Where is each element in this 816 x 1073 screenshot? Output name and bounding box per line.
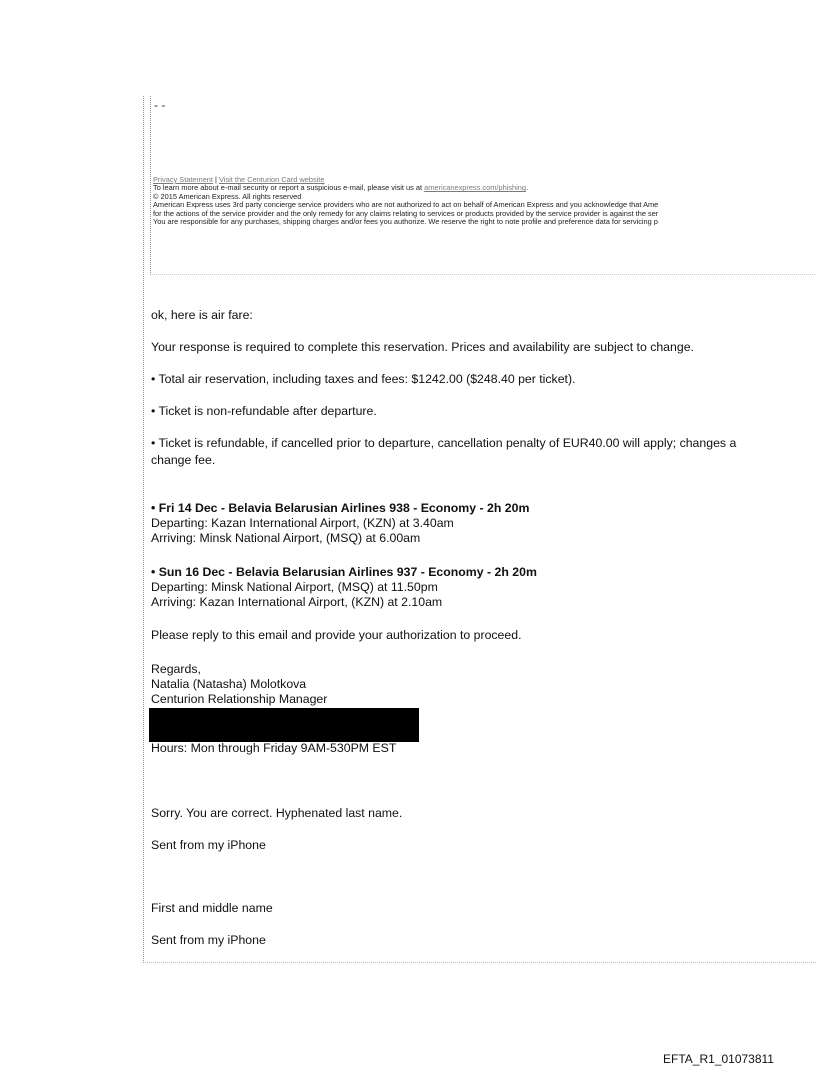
sender-title: Centurion Relationship Manager <box>151 692 328 706</box>
amex-footer <box>153 176 816 226</box>
disclaimer-line-3: You are responsible for any purchases, shipping charges and/or fees you authorize. We reserve the right to note profile and preference data for servicing p <box>153 217 658 227</box>
refundable-bullet-line-2: change fee. <box>151 453 216 467</box>
reply-2-text: First and middle name <box>151 901 273 915</box>
flight-1-departing: Departing: Kazan International Airport, (KZN) at 3.40am <box>151 516 454 530</box>
footer-link-separator: | <box>212 176 220 184</box>
bates-number: EFTA_R1_01073811 <box>663 1052 774 1066</box>
security-text: To learn more about e-mail security or report a suspicious e-mail, please visit us at <box>153 183 425 193</box>
reply-1-signature: Sent from my iPhone <box>151 838 266 852</box>
disclaimer-line-1: American Express uses 3rd party concierge service providers who are not authorized to act on behalf of American Express and you acknowledge that Ame <box>153 200 659 210</box>
redaction-box <box>149 708 419 742</box>
copyright-line: © 2015 American Express. All rights reserved <box>153 191 302 201</box>
flight-1-arriving: Arriving: Minsk National Airport, (MSQ) at 6.00am <box>151 531 421 545</box>
reply-1-text: Sorry. You are correct. Hyphenated last name. <box>151 806 403 820</box>
phishing-link[interactable]: americanexpress.com/phishing <box>424 183 526 193</box>
reply-2-signature: Sent from my iPhone <box>151 933 266 947</box>
security-period: . <box>525 183 529 193</box>
office-hours: Hours: Mon through Friday 9AM-530PM EST <box>151 741 397 755</box>
centurion-website-link[interactable]: Visit the Centurion Card website <box>219 176 325 184</box>
flight-1-title: • Fri 14 Dec - Belavia Belarusian Airlines 938 - Economy - 2h 20m <box>151 501 530 515</box>
signature-separator: - - <box>154 98 166 112</box>
disclaimer-line-2: for the actions of the service provider and the only remedy for any claims relating to services or products provided by the service provider is against the ser <box>153 208 659 218</box>
refundable-bullet-line-1: • Ticket is refundable, if cancelled prior to departure, cancellation penalty of EUR40.00 will apply; changes a <box>151 436 737 450</box>
intro-line: ok, here is air fare: <box>151 308 253 322</box>
sender-name: Natalia (Natasha) Molotkova <box>151 677 307 691</box>
non-refundable-bullet: • Ticket is non-refundable after departure. <box>151 404 377 418</box>
total-fare-bullet: • Total air reservation, including taxes and fees: $1242.00 ($248.40 per ticket). <box>151 372 576 386</box>
flight-2-departing: Departing: Minsk National Airport, (MSQ) at 11.50pm <box>151 580 438 594</box>
response-required-line: Your response is required to complete this reservation. Prices and availability are subject to change. <box>151 340 694 354</box>
authorization-request: Please reply to this email and provide your authorization to proceed. <box>151 628 522 642</box>
flight-2-arriving: Arriving: Kazan International Airport, (KZN) at 2.10am <box>151 595 443 609</box>
privacy-statement-link[interactable]: Privacy Statement <box>153 176 213 184</box>
regards-line: Regards, <box>151 662 201 676</box>
flight-2-title: • Sun 16 Dec - Belavia Belarusian Airlines 937 - Economy - 2h 20m <box>151 565 537 579</box>
